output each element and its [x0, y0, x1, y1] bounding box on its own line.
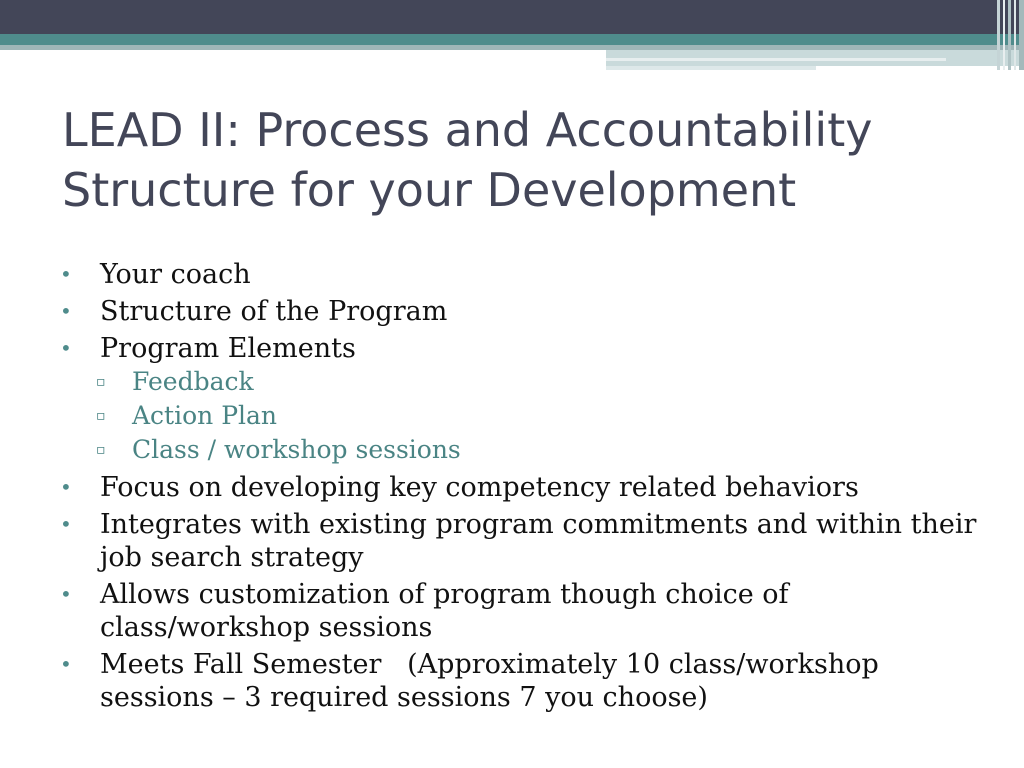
bullet-text: Focus on developing key competency related behaviors [100, 472, 859, 503]
bullet-item-integrates [60, 508, 990, 574]
header-band-dark [0, 0, 1024, 34]
slide-title-line-2: Structure for your Development [62, 163, 797, 217]
bullet-dot-icon: • [60, 475, 72, 499]
bullet-text: Your coach [100, 259, 251, 290]
sub-bullet-text: Action Plan [132, 401, 278, 430]
square-bullet-icon: ▫ [96, 374, 106, 390]
bullet-dot-icon: • [60, 336, 72, 360]
bullet-item-structure [60, 295, 990, 328]
sub-bullet-item-action-plan [60, 401, 990, 431]
slide-title [62, 100, 982, 220]
bullet-text: Meets Fall Semester (Approximately 10 class/workshop sessions – 3 required sessions 7 you choose) [100, 649, 888, 713]
bullet-dot-icon: • [60, 512, 72, 536]
sub-bullet-text: Class / workshop sessions [132, 435, 461, 464]
sub-bullet-item-class-workshop [60, 435, 990, 465]
slide-title-line-1: LEAD II: Process and Accountability [62, 103, 873, 157]
bullet-dot-icon: • [60, 299, 72, 323]
sub-bullet-item-feedback [60, 367, 990, 397]
bullet-text: Integrates with existing program commitments and within their job search strategy [100, 509, 977, 573]
header-stripes [994, 0, 1024, 70]
header-band-highlight [606, 58, 946, 61]
bullet-text: Allows customization of program though choice of class/workshop sessions [100, 579, 789, 643]
bullet-dot-icon: • [60, 652, 72, 676]
sub-bullet-text: Feedback [132, 367, 254, 396]
header-band-light-short [606, 66, 816, 70]
bullet-item-focus [60, 471, 990, 504]
bullet-list [60, 258, 990, 718]
bullet-item-customization [60, 578, 990, 644]
bullet-item-fall-semester [60, 648, 990, 714]
bullet-text: Structure of the Program [100, 296, 448, 327]
square-bullet-icon: ▫ [96, 442, 106, 458]
header-band-teal [0, 34, 1024, 45]
bullet-text: Program Elements [100, 333, 356, 364]
bullet-item-your-coach [60, 258, 990, 291]
bullet-item-program-elements [60, 332, 990, 365]
bullet-dot-icon: • [60, 262, 72, 286]
square-bullet-icon: ▫ [96, 408, 106, 424]
bullet-dot-icon: • [60, 582, 72, 606]
